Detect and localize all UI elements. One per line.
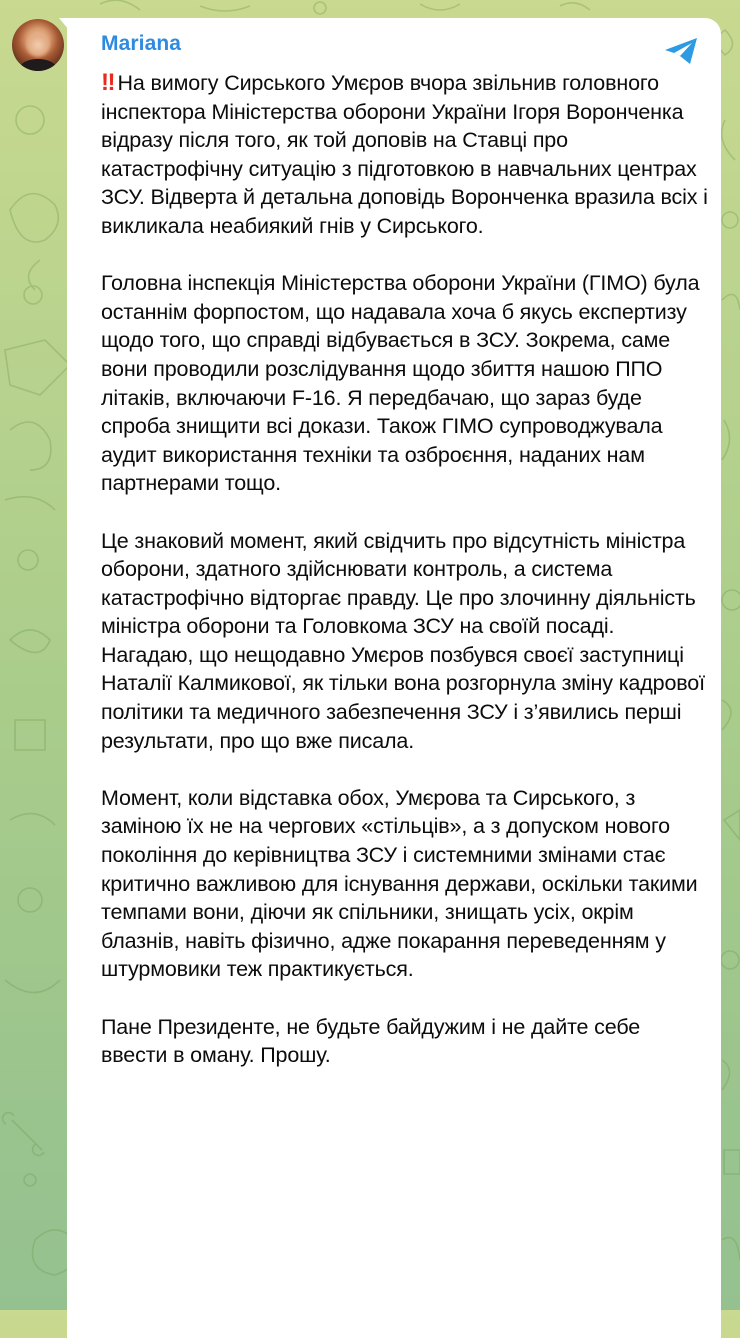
avatar-shirt bbox=[20, 59, 56, 71]
message-paragraph-2: Головна інспекція Міністерства оборони України (ГІМО) була останнім форпостом, що надавала хоча б якусь експертизу щодо того, що справді відбувається в ЗСУ. Зокрема, саме вони проводили розслідування щодо збиття нашою ППО літаків, включаючи F-16. Я передбачаю, що зараз буде спроба знищити всі докази. Також ГІМО супроводжувала аудит використання техніки та озброєння, наданих нам партнерами тощо. bbox=[101, 271, 700, 496]
message-text bbox=[101, 69, 711, 1098]
avatar-face bbox=[18, 23, 58, 63]
telegram-share-icon[interactable] bbox=[663, 36, 699, 66]
message-paragraph-4: Момент, коли відставка обох, Умєрова та Сирського, з заміною їх не на чергових «стільців», а з допуском нового покоління до керівництва ЗСУ і системними змінами стає критично важливою для існування держави, оскільки такими темпами вони, діючи як спільники, знищать усіх, окрім блазнів, навіть фізично, адже покарання переведенням у штурмовики теж практикується. bbox=[101, 785, 698, 982]
message-paragraph-3: Це знаковий момент, який свідчить про відсутність міністра оборони, здатного здійснювати контроль, а система катастрофічно відторгає правду. Це про злочинну діяльність міністра оборони та Головкома ЗСУ на своїй посаді. Нагадаю, що нещодавно Умєров позбувся своєї заступниці Наталії Калмикової, як тільки вона розгорнула зміну кадрової політики та медичного забезпечення ЗСУ і з’явились перші результати, про що вже писала. bbox=[101, 528, 705, 753]
avatar[interactable] bbox=[12, 19, 64, 71]
message-bubble bbox=[67, 18, 721, 1338]
message-paragraph-5: Пане Президенте, не будьте байдужим і не дайте себе ввести в оману. Прошу. bbox=[101, 1014, 641, 1068]
sender-name[interactable]: Mariana bbox=[101, 32, 182, 55]
double-exclamation-icon: ‼ bbox=[101, 69, 113, 96]
message-paragraph-1 bbox=[101, 69, 711, 241]
paragraph-1-text: На вимогу Сирського Умєров вчора звільнив головного інспектора Міністерства оборони України Ігоря Воронченка відразу після того, як той доповів на Ставці про катастрофічну ситуацію з підготовкою в навчальних центрах ЗСУ. Відверта й детальна доповідь Воронченка вразила всіх і викликала неабиякий гнів у Сирського. bbox=[101, 71, 708, 238]
